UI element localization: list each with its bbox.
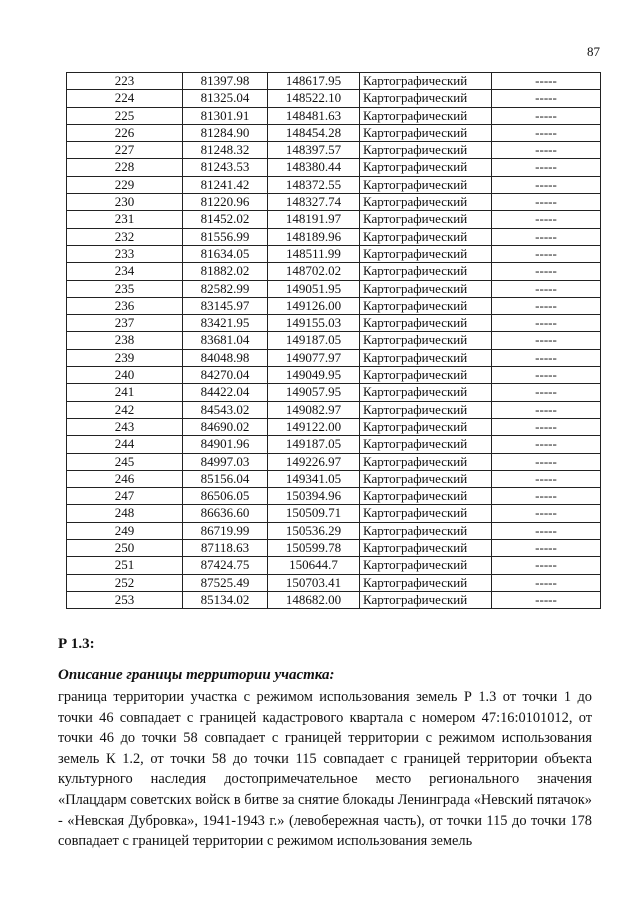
- table-row: [67, 263, 601, 280]
- method-cell: Картографический: [360, 367, 492, 384]
- note-cell: -----: [492, 211, 601, 228]
- y-coordinate-cell: 149057.95: [268, 384, 360, 401]
- y-coordinate-cell: 149341.05: [268, 470, 360, 487]
- table-row: [67, 90, 601, 107]
- method-cell: Картографический: [360, 401, 492, 418]
- note-cell: -----: [492, 159, 601, 176]
- table-row: [67, 522, 601, 539]
- point-number-cell: 237: [67, 315, 183, 332]
- y-coordinate-cell: 149051.95: [268, 280, 360, 297]
- x-coordinate-cell: 84997.03: [183, 453, 268, 470]
- point-number-cell: 241: [67, 384, 183, 401]
- method-cell: Картографический: [360, 90, 492, 107]
- y-coordinate-cell: 149077.97: [268, 349, 360, 366]
- method-cell: Картографический: [360, 297, 492, 314]
- table-row: [67, 332, 601, 349]
- y-coordinate-cell: 148189.96: [268, 228, 360, 245]
- table-row: [67, 280, 601, 297]
- y-coordinate-cell: 150536.29: [268, 522, 360, 539]
- method-cell: Картографический: [360, 176, 492, 193]
- y-coordinate-cell: 148397.57: [268, 142, 360, 159]
- note-cell: -----: [492, 418, 601, 435]
- note-cell: -----: [492, 280, 601, 297]
- note-cell: -----: [492, 297, 601, 314]
- note-cell: -----: [492, 142, 601, 159]
- note-cell: -----: [492, 107, 601, 124]
- x-coordinate-cell: 81397.98: [183, 73, 268, 90]
- method-cell: Картографический: [360, 436, 492, 453]
- point-number-cell: 240: [67, 367, 183, 384]
- y-coordinate-cell: 148702.02: [268, 263, 360, 280]
- point-number-cell: 224: [67, 90, 183, 107]
- method-cell: Картографический: [360, 194, 492, 211]
- x-coordinate-cell: 87118.63: [183, 540, 268, 557]
- method-cell: Картографический: [360, 280, 492, 297]
- point-number-cell: 245: [67, 453, 183, 470]
- point-number-cell: 252: [67, 574, 183, 591]
- y-coordinate-cell: 148191.97: [268, 211, 360, 228]
- x-coordinate-cell: 85134.02: [183, 591, 268, 608]
- x-coordinate-cell: 84690.02: [183, 418, 268, 435]
- y-coordinate-cell: 150509.71: [268, 505, 360, 522]
- y-coordinate-cell: 148522.10: [268, 90, 360, 107]
- table-row: [67, 228, 601, 245]
- point-number-cell: 236: [67, 297, 183, 314]
- point-number-cell: 223: [67, 73, 183, 90]
- x-coordinate-cell: 84270.04: [183, 367, 268, 384]
- table-row: [67, 349, 601, 366]
- x-coordinate-cell: 81452.02: [183, 211, 268, 228]
- table-row: [67, 591, 601, 608]
- x-coordinate-cell: 81241.42: [183, 176, 268, 193]
- x-coordinate-cell: 84422.04: [183, 384, 268, 401]
- note-cell: -----: [492, 245, 601, 262]
- note-cell: -----: [492, 488, 601, 505]
- y-coordinate-cell: 149126.00: [268, 297, 360, 314]
- point-number-cell: 239: [67, 349, 183, 366]
- x-coordinate-cell: 84901.96: [183, 436, 268, 453]
- note-cell: -----: [492, 522, 601, 539]
- table-row: [67, 453, 601, 470]
- note-cell: -----: [492, 557, 601, 574]
- table-row: [67, 297, 601, 314]
- point-number-cell: 249: [67, 522, 183, 539]
- note-cell: -----: [492, 540, 601, 557]
- section-heading: Р 1.3:: [58, 636, 95, 652]
- table-row: [67, 488, 601, 505]
- description-body: граница территории участка с режимом использования земель Р 1.3 от точки 1 до точки 46 совпадает с границей кадастрового квартала с номером 47:16:0101012, от точки 46 до точки 58 совпадает с границей территории с режимом использования земель К 1.2, от точки 58 до точки 115 совпадает с границей территории объекта культурного наследия достопримечательное место регионального значения «Плацдарм советских войск в битве за снятие блокады Ленинграда «Невский пятачок» - «Невская Дубровка», 1941-1943 г.» (левобережная часть), от точки 115 до точки 178 совпадает с границей территории с режимом использования земель: [58, 689, 592, 850]
- method-cell: Картографический: [360, 453, 492, 470]
- y-coordinate-cell: 150394.96: [268, 488, 360, 505]
- table-row: [67, 557, 601, 574]
- table-row: [67, 142, 601, 159]
- y-coordinate-cell: 148372.55: [268, 176, 360, 193]
- table-row: [67, 574, 601, 591]
- point-number-cell: 253: [67, 591, 183, 608]
- y-coordinate-cell: 149226.97: [268, 453, 360, 470]
- method-cell: Картографический: [360, 384, 492, 401]
- table-row: [67, 401, 601, 418]
- x-coordinate-cell: 81248.32: [183, 142, 268, 159]
- method-cell: Картографический: [360, 107, 492, 124]
- description-title: Описание границы территории участка:: [58, 667, 335, 683]
- method-cell: Картографический: [360, 228, 492, 245]
- method-cell: Картографический: [360, 245, 492, 262]
- x-coordinate-cell: 81243.53: [183, 159, 268, 176]
- point-number-cell: 232: [67, 228, 183, 245]
- point-number-cell: 250: [67, 540, 183, 557]
- point-number-cell: 243: [67, 418, 183, 435]
- y-coordinate-cell: 149187.05: [268, 332, 360, 349]
- y-coordinate-cell: 148511.99: [268, 245, 360, 262]
- x-coordinate-cell: 84543.02: [183, 401, 268, 418]
- method-cell: Картографический: [360, 142, 492, 159]
- x-coordinate-cell: 86719.99: [183, 522, 268, 539]
- note-cell: -----: [492, 90, 601, 107]
- note-cell: -----: [492, 228, 601, 245]
- point-number-cell: 246: [67, 470, 183, 487]
- table-row: [67, 367, 601, 384]
- x-coordinate-cell: 81634.05: [183, 245, 268, 262]
- note-cell: -----: [492, 591, 601, 608]
- x-coordinate-cell: 81220.96: [183, 194, 268, 211]
- note-cell: -----: [492, 349, 601, 366]
- y-coordinate-cell: 148481.63: [268, 107, 360, 124]
- x-coordinate-cell: 83421.95: [183, 315, 268, 332]
- note-cell: -----: [492, 124, 601, 141]
- y-coordinate-cell: 149155.03: [268, 315, 360, 332]
- point-number-cell: 225: [67, 107, 183, 124]
- x-coordinate-cell: 82582.99: [183, 280, 268, 297]
- note-cell: -----: [492, 176, 601, 193]
- method-cell: Картографический: [360, 211, 492, 228]
- method-cell: Картографический: [360, 557, 492, 574]
- x-coordinate-cell: 83145.97: [183, 297, 268, 314]
- point-number-cell: 230: [67, 194, 183, 211]
- point-number-cell: 234: [67, 263, 183, 280]
- method-cell: Картографический: [360, 505, 492, 522]
- y-coordinate-cell: 148617.95: [268, 73, 360, 90]
- y-coordinate-cell: 149082.97: [268, 401, 360, 418]
- x-coordinate-cell: 81301.91: [183, 107, 268, 124]
- table-row: [67, 470, 601, 487]
- y-coordinate-cell: 148682.00: [268, 591, 360, 608]
- note-cell: -----: [492, 453, 601, 470]
- method-cell: Картографический: [360, 488, 492, 505]
- x-coordinate-cell: 81284.90: [183, 124, 268, 141]
- note-cell: -----: [492, 367, 601, 384]
- x-coordinate-cell: 86636.60: [183, 505, 268, 522]
- y-coordinate-cell: 150703.41: [268, 574, 360, 591]
- table-row: [67, 176, 601, 193]
- note-cell: -----: [492, 315, 601, 332]
- note-cell: -----: [492, 470, 601, 487]
- x-coordinate-cell: 81325.04: [183, 90, 268, 107]
- method-cell: Картографический: [360, 73, 492, 90]
- point-number-cell: 251: [67, 557, 183, 574]
- y-coordinate-cell: 148380.44: [268, 159, 360, 176]
- point-number-cell: 242: [67, 401, 183, 418]
- method-cell: Картографический: [360, 332, 492, 349]
- y-coordinate-cell: 148327.74: [268, 194, 360, 211]
- page-number: 87: [587, 44, 600, 59]
- note-cell: -----: [492, 401, 601, 418]
- table-row: [67, 73, 601, 90]
- point-number-cell: 238: [67, 332, 183, 349]
- table-row: [67, 315, 601, 332]
- point-number-cell: 233: [67, 245, 183, 262]
- point-number-cell: 231: [67, 211, 183, 228]
- note-cell: -----: [492, 574, 601, 591]
- point-number-cell: 247: [67, 488, 183, 505]
- note-cell: -----: [492, 194, 601, 211]
- note-cell: -----: [492, 73, 601, 90]
- table-row: [67, 124, 601, 141]
- point-number-cell: 244: [67, 436, 183, 453]
- x-coordinate-cell: 86506.05: [183, 488, 268, 505]
- table-row: [67, 418, 601, 435]
- point-number-cell: 227: [67, 142, 183, 159]
- table-row: [67, 107, 601, 124]
- method-cell: Картографический: [360, 574, 492, 591]
- point-number-cell: 229: [67, 176, 183, 193]
- table-row: [67, 436, 601, 453]
- note-cell: -----: [492, 384, 601, 401]
- x-coordinate-cell: 87525.49: [183, 574, 268, 591]
- x-coordinate-cell: 83681.04: [183, 332, 268, 349]
- method-cell: Картографический: [360, 315, 492, 332]
- y-coordinate-cell: 149187.05: [268, 436, 360, 453]
- method-cell: Картографический: [360, 540, 492, 557]
- x-coordinate-cell: 81882.02: [183, 263, 268, 280]
- method-cell: Картографический: [360, 124, 492, 141]
- y-coordinate-cell: 148454.28: [268, 124, 360, 141]
- table-row: [67, 194, 601, 211]
- table-row: [67, 211, 601, 228]
- table-row: [67, 384, 601, 401]
- x-coordinate-cell: 87424.75: [183, 557, 268, 574]
- coordinates-table: [66, 72, 601, 609]
- y-coordinate-cell: 150599.78: [268, 540, 360, 557]
- y-coordinate-cell: 149049.95: [268, 367, 360, 384]
- x-coordinate-cell: 84048.98: [183, 349, 268, 366]
- method-cell: Картографический: [360, 263, 492, 280]
- x-coordinate-cell: 85156.04: [183, 470, 268, 487]
- note-cell: -----: [492, 436, 601, 453]
- point-number-cell: 248: [67, 505, 183, 522]
- note-cell: -----: [492, 263, 601, 280]
- table-row: [67, 505, 601, 522]
- note-cell: -----: [492, 505, 601, 522]
- method-cell: Картографический: [360, 591, 492, 608]
- note-cell: -----: [492, 332, 601, 349]
- table-row: [67, 540, 601, 557]
- method-cell: Картографический: [360, 349, 492, 366]
- x-coordinate-cell: 81556.99: [183, 228, 268, 245]
- point-number-cell: 226: [67, 124, 183, 141]
- method-cell: Картографический: [360, 418, 492, 435]
- point-number-cell: 235: [67, 280, 183, 297]
- table-row: [67, 159, 601, 176]
- method-cell: Картографический: [360, 522, 492, 539]
- method-cell: Картографический: [360, 470, 492, 487]
- table-row: [67, 245, 601, 262]
- method-cell: Картографический: [360, 159, 492, 176]
- y-coordinate-cell: 149122.00: [268, 418, 360, 435]
- coordinates-table-body: [67, 73, 601, 609]
- point-number-cell: 228: [67, 159, 183, 176]
- y-coordinate-cell: 150644.7: [268, 557, 360, 574]
